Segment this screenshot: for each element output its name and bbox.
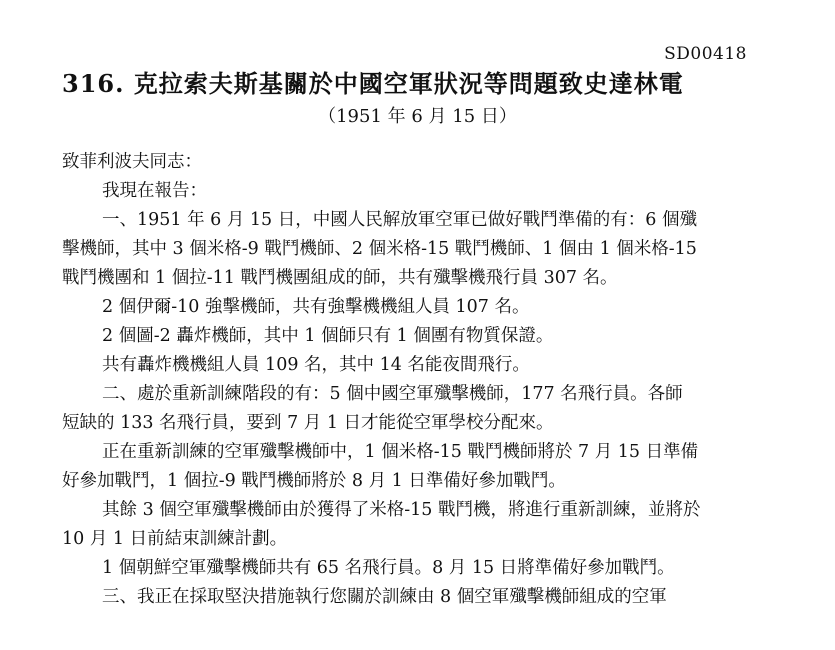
paragraph-line: 共有轟炸機機組人員 109 名，其中 14 名能夜間飛行。	[102, 355, 530, 375]
paragraph-line: 三、我正在採取堅決措施執行您關於訓練由 8 個空軍殲擊機師組成的空軍	[102, 587, 667, 607]
salutation: 致菲利波夫同志：	[62, 152, 202, 172]
paragraph-line: 其餘 3 個空軍殲擊機師由於獲得了米格-15 戰鬥機，將進行重新訓練，並將於	[102, 500, 701, 520]
paragraph-line: 一、1951 年 6 月 15 日，中國人民解放軍空軍已做好戰鬥準備的有：6 個殲	[102, 210, 697, 230]
paragraph-line: 正在重新訓練的空軍殲擊機師中，1 個米格-15 戰鬥機師將於 7 月 15 日準備	[102, 442, 699, 462]
document-body	[62, 148, 752, 612]
paragraph-line: 擊機師，其中 3 個米格-9 戰鬥機師、2 個米格-15 戰鬥機師、1 個由 1 個米格-15	[62, 239, 697, 259]
paragraph-line: 短缺的 133 名飛行員，要到 7 月 1 日才能從空軍學校分配來。	[62, 413, 554, 433]
paragraph-line: 2 個伊爾-10 強擊機師，共有強擊機機組人員 107 名。	[102, 297, 530, 317]
paragraph-line: 2 個圖-2 轟炸機師，其中 1 個師只有 1 個團有物質保證。	[102, 326, 554, 346]
paragraph-line: 二、處於重新訓練階段的有：5 個中國空軍殲擊機師，177 名飛行員。各師	[102, 384, 683, 404]
document-code: SD00418	[664, 44, 747, 64]
paragraph-line: 好參加戰鬥，1 個拉-9 戰鬥機師將於 8 月 1 日準備好參加戰鬥。	[62, 471, 566, 491]
paragraph-line: 10 月 1 日前結束訓練計劃。	[62, 529, 288, 549]
paragraph-line: 我現在報告：	[102, 181, 207, 201]
paragraph-line: 1 個朝鮮空軍殲擊機師共有 65 名飛行員。8 月 15 日將準備好參加戰鬥。	[102, 558, 675, 578]
paragraph-line: 戰鬥機團和 1 個拉-11 戰鬥機團組成的師，共有殲擊機飛行員 307 名。	[62, 268, 618, 288]
document-title: 316. 克拉索夫斯基關於中國空軍狀況等問題致史達林電	[62, 69, 684, 98]
document-date: （1951 年 6 月 15 日）	[318, 106, 517, 127]
